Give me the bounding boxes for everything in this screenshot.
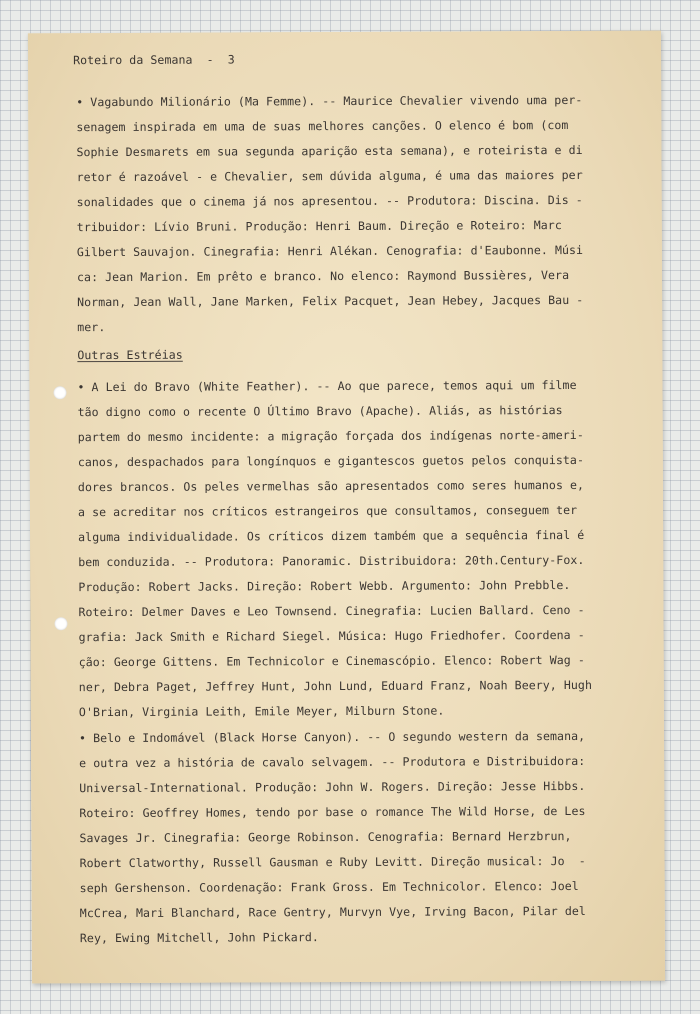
entry-3-line-1: • Belo e Indomável (Black Horse Canyon). -- O segundo western da semana, [78,728,586,746]
entry-2-line-2: tão digno como o recente O Último Bravo (Apache). Aliás, as histórias [77,403,563,420]
entry-3-line-2: e outra vez a história de cavalo selvagem. -- Produtora e Distribuidora: [79,753,586,771]
entry-1-line-10: mer. [77,320,106,335]
entry-1-line-2: senagem inspirada em uma de suas melhores canções. O elenco é bom (com [76,118,569,135]
entry-3-line-5: Savages Jr. Cinegrafia: George Robinson. Cenografia: Bernard Herzbrun, [79,829,572,846]
entry-2-line-11: grafia: Jack Smith e Richard Siegel. Música: Hugo Friedhofer. Coordena - [78,627,585,645]
page-header: Roteiro da Semana - 3 [73,52,235,68]
entry-1-line-8: ca: Jean Marion. Em prêto e branco. No elenco: Raymond Bussières, Vera [76,268,570,285]
entry-2-line-4: canos, despachados para longínquos e gigantescos guetos pelos conquista- [77,452,584,470]
entry-2-line-12: ção: George Gittens. Em Technicolor e Cinemascópio. Elenco: Robert Wag - [78,652,585,670]
entry-2-line-14: O'Brian, Virginia Leith, Emile Meyer, Milburn Stone. [78,703,445,720]
entry-1-line-7: Gilbert Sauvajon. Cinegrafia: Henri Alékan. Cenografia: d'Eaubonne. Músi [76,242,584,260]
entry-3-line-3: Universal-International. Produção: John W. Rogers. Direção: Jesse Hibbs. [79,778,586,796]
paper-sheet [28,31,665,984]
entry-2-line-10: Roteiro: Delmer Daves e Leo Townsend. Cinegrafia: Lucien Ballard. Ceno - [78,602,585,620]
section-title: Outras Estréias [77,347,183,363]
entry-2-line-5: dores brancos. Os peles vermelhas são apresentados como seres humanos e, [77,477,585,495]
entry-3-line-4: Roteiro: Geoffrey Homes, tendo por base o romance The Wild Horse, de Les [79,803,586,821]
entry-3-line-7: seph Gershenson. Coordenação: Frank Gross. Em Technicolor. Elenco: Joel [79,878,579,896]
entry-1-line-4: retor é razoável - e Chevalier, sem dúvida alguma, é uma das maiores per [76,167,583,185]
punch-hole [53,386,66,399]
entry-2-line-7: alguma individualidade. Os críticos dizem também que a sequência final é [78,527,585,545]
entry-2-line-6: a se acreditar nos críticos estrangeiros que consultamos, conseguem ter [77,502,578,520]
entry-2-line-13: ner, Debra Paget, Jeffrey Hunt, John Lund, Eduard Franz, Noah Beery, Hugh [78,677,593,695]
entry-1-line-1: • Vagabundo Milionário (Ma Femme). -- Maurice Chevalier vivendo uma per- [76,92,583,110]
entry-2-line-3: partem do mesmo incidente: a migração forçada dos indígenas norte-ameri- [77,427,584,445]
entry-1-line-5: sonalidades que o cinema já nos apresentou. -- Produtora: Discina. Dis - [76,192,583,210]
entry-1-line-3: Sophie Desmarets em sua segunda aparição esta semana), e roteirista e di [76,142,583,160]
entry-2-line-9: Produção: Robert Jacks. Direção: Robert Webb. Argumento: John Prebble. [78,578,571,595]
entry-3-line-6: Robert Clatworthy, Russell Gausman e Ruby Levitt. Direção musical: Jo - [79,853,586,871]
entry-2-line-8: bem conduzida. -- Produtora: Panoramic. Distribuidora: 20th.Century-Fox. [78,552,585,570]
entry-1-line-9: Norman, Jean Wall, Jane Marken, Felix Pacquet, Jean Hebey, Jacques Bau - [77,292,584,310]
punch-hole [54,617,67,630]
entry-2-line-1: • A Lei do Bravo (White Feather). -- Ao que parece, temos aqui um filme [77,377,577,395]
entry-1-line-6: tribuidor: Lívio Bruni. Produção: Henri Baum. Direção e Roteiro: Marc [76,218,562,235]
entry-3-line-8: McCrea, Mari Blanchard, Race Gentry, Murvyn Vye, Irving Bacon, Pilar del [79,903,586,921]
typed-text [28,31,661,946]
entry-3-line-9: Rey, Ewing Mitchell, John Pickard. [79,930,319,946]
